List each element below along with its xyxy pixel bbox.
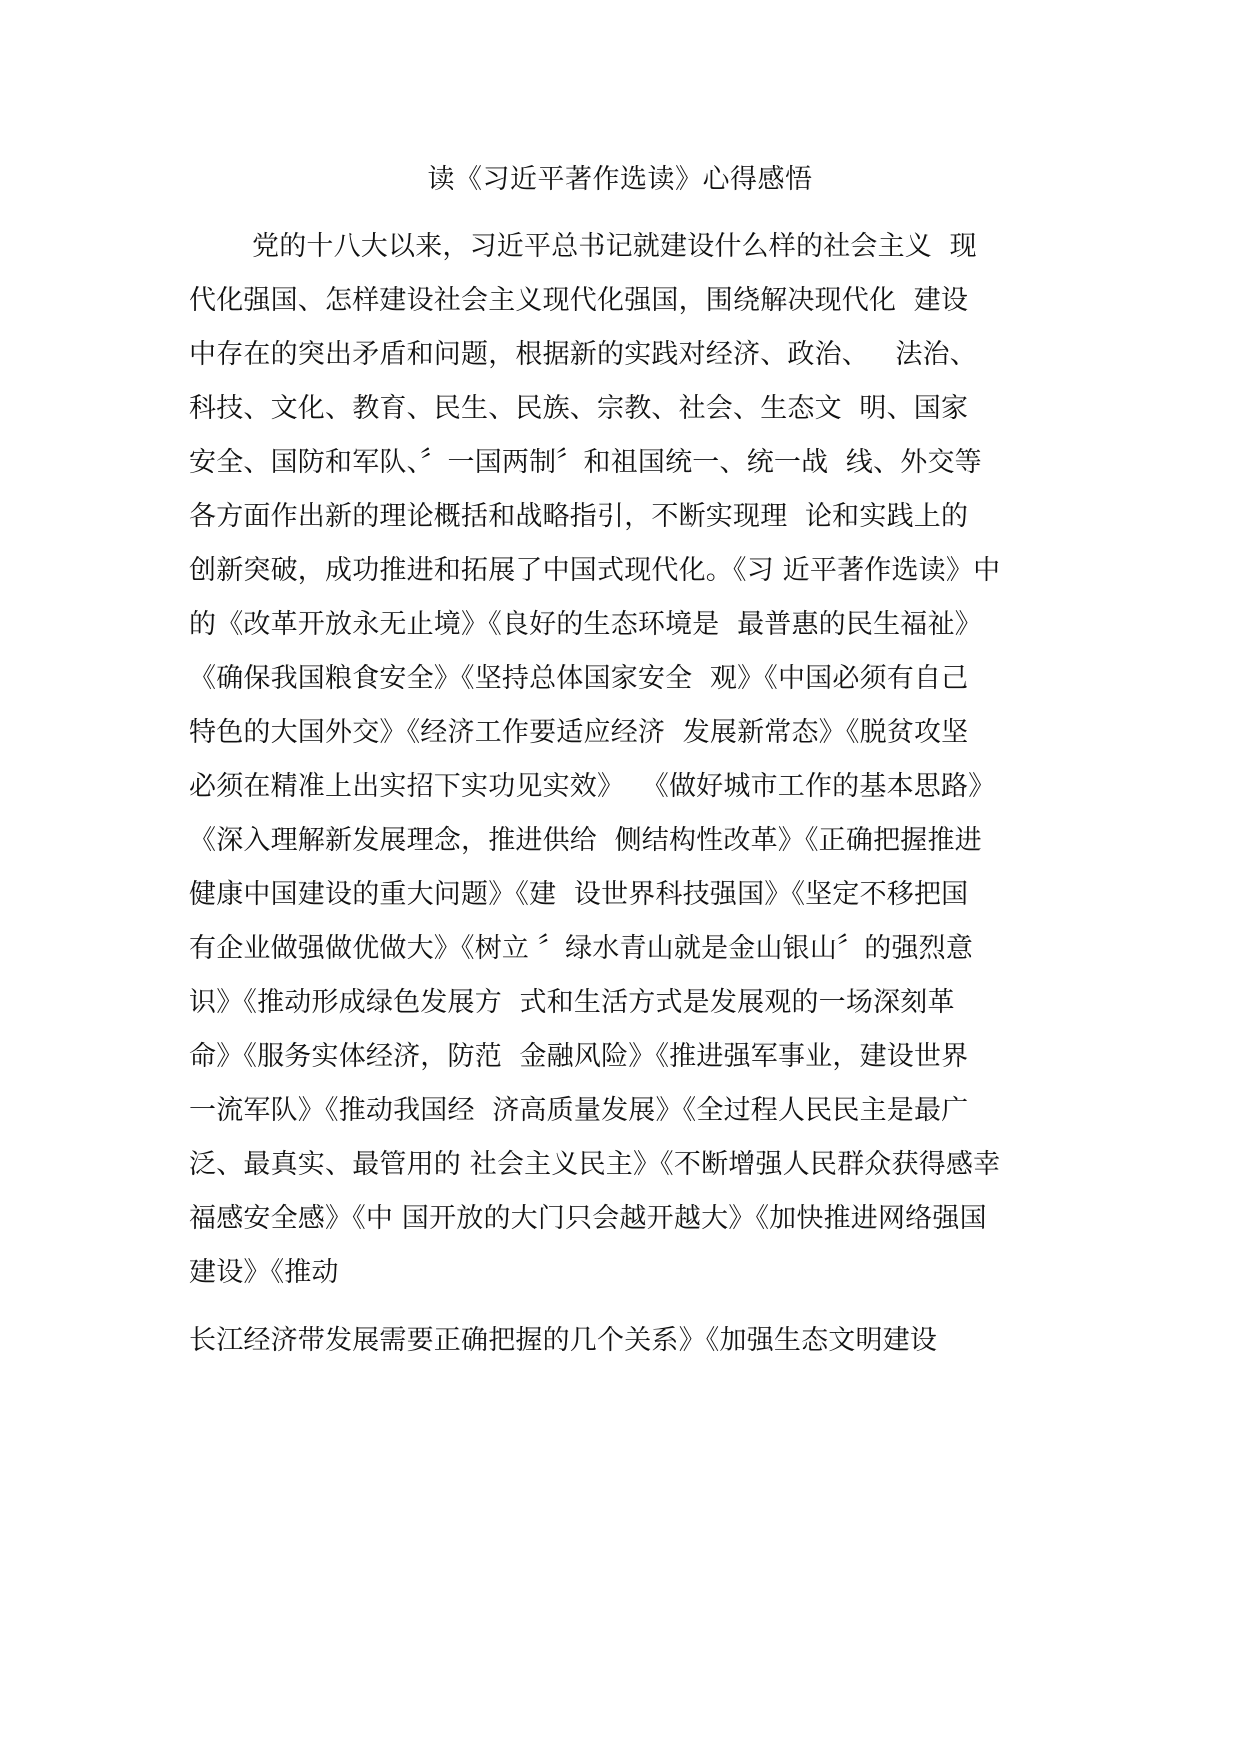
body-line-11: 必须在精准上出实招下实功见实效》 《做好城市工作的基本思路》 [189, 771, 996, 802]
body-line-20: 建设》《推动 [189, 1257, 339, 1288]
body-line-2: 代化强国、怎样建设社会主义现代化强国，围绕解决现代化 建设 [189, 285, 969, 316]
body-line-7: 创新突破，成功推进和拓展了中国式现代化。《习 近平著作选读》中 [189, 555, 1001, 586]
body-line-10: 特色的大国外交》《经济工作要适应经济 发展新常态》《脱贫攻坚 [189, 717, 969, 748]
body-line-16: 命》《服务实体经济，防范 金融风险》《推进强军事业，建设世界 [189, 1041, 969, 1072]
body-line-6: 各方面作出新的理论概括和战略指引，不断实现理 论和实践上的 [189, 501, 969, 532]
body-line-19: 福感安全感》《中 国开放的大门只会越开越大》《加快推进网络强国 [189, 1203, 987, 1234]
document-body [189, 220, 1069, 1300]
body-line-13: 健康中国建设的重大问题》《建 设世界科技强国》《坚定不移把国 [189, 879, 969, 910]
body-line-9: 《确保我国粮食安全》《坚持总体国家安全 观》《中国必须有自己 [189, 663, 969, 694]
body-line-4: 科技、文化、教育、民生、民族、宗教、社会、生态文 明、国家 [189, 393, 969, 424]
body-line-5: 安全、国防和军队、〞一国两制〞和祖国统一、统一战 线、外交等 [189, 447, 982, 478]
body-line-15: 识》《推动形成绿色发展方 式和生活方式是发展观的一场深刻革 [189, 987, 955, 1018]
body-line-1: 党的十八大以来，习近平总书记就建设什么样的社会主义 现 [252, 231, 977, 262]
body-line-14: 有企业做强做优做大》《树立 〞绿水青山就是金山银山〞的强烈意 [189, 933, 974, 964]
body-line-18: 泛、最真实、最管用的 社会主义民主》《不断增强人民群众获得感幸 [189, 1149, 1001, 1180]
body-line-17: 一流军队》《推动我国经 济高质量发展》《全过程人民民主是最广 [189, 1095, 969, 1126]
body-tail-line: 长江经济带发展需要正确把握的几个关系》《加强生态文明建设 [189, 1325, 938, 1356]
body-line-3: 中存在的突出矛盾和问题，根据新的实践对经济、政治、 法治、 [189, 339, 977, 370]
body-line-8: 的《改革开放永无止境》《良好的生态环境是 最普惠的民生福祉》 [189, 609, 982, 640]
document-title: 读《习近平著作选读》心得感悟 [427, 164, 813, 195]
body-line-12: 《深入理解新发展理念，推进供给 侧结构性改革》《正确把握推进 [189, 825, 982, 856]
